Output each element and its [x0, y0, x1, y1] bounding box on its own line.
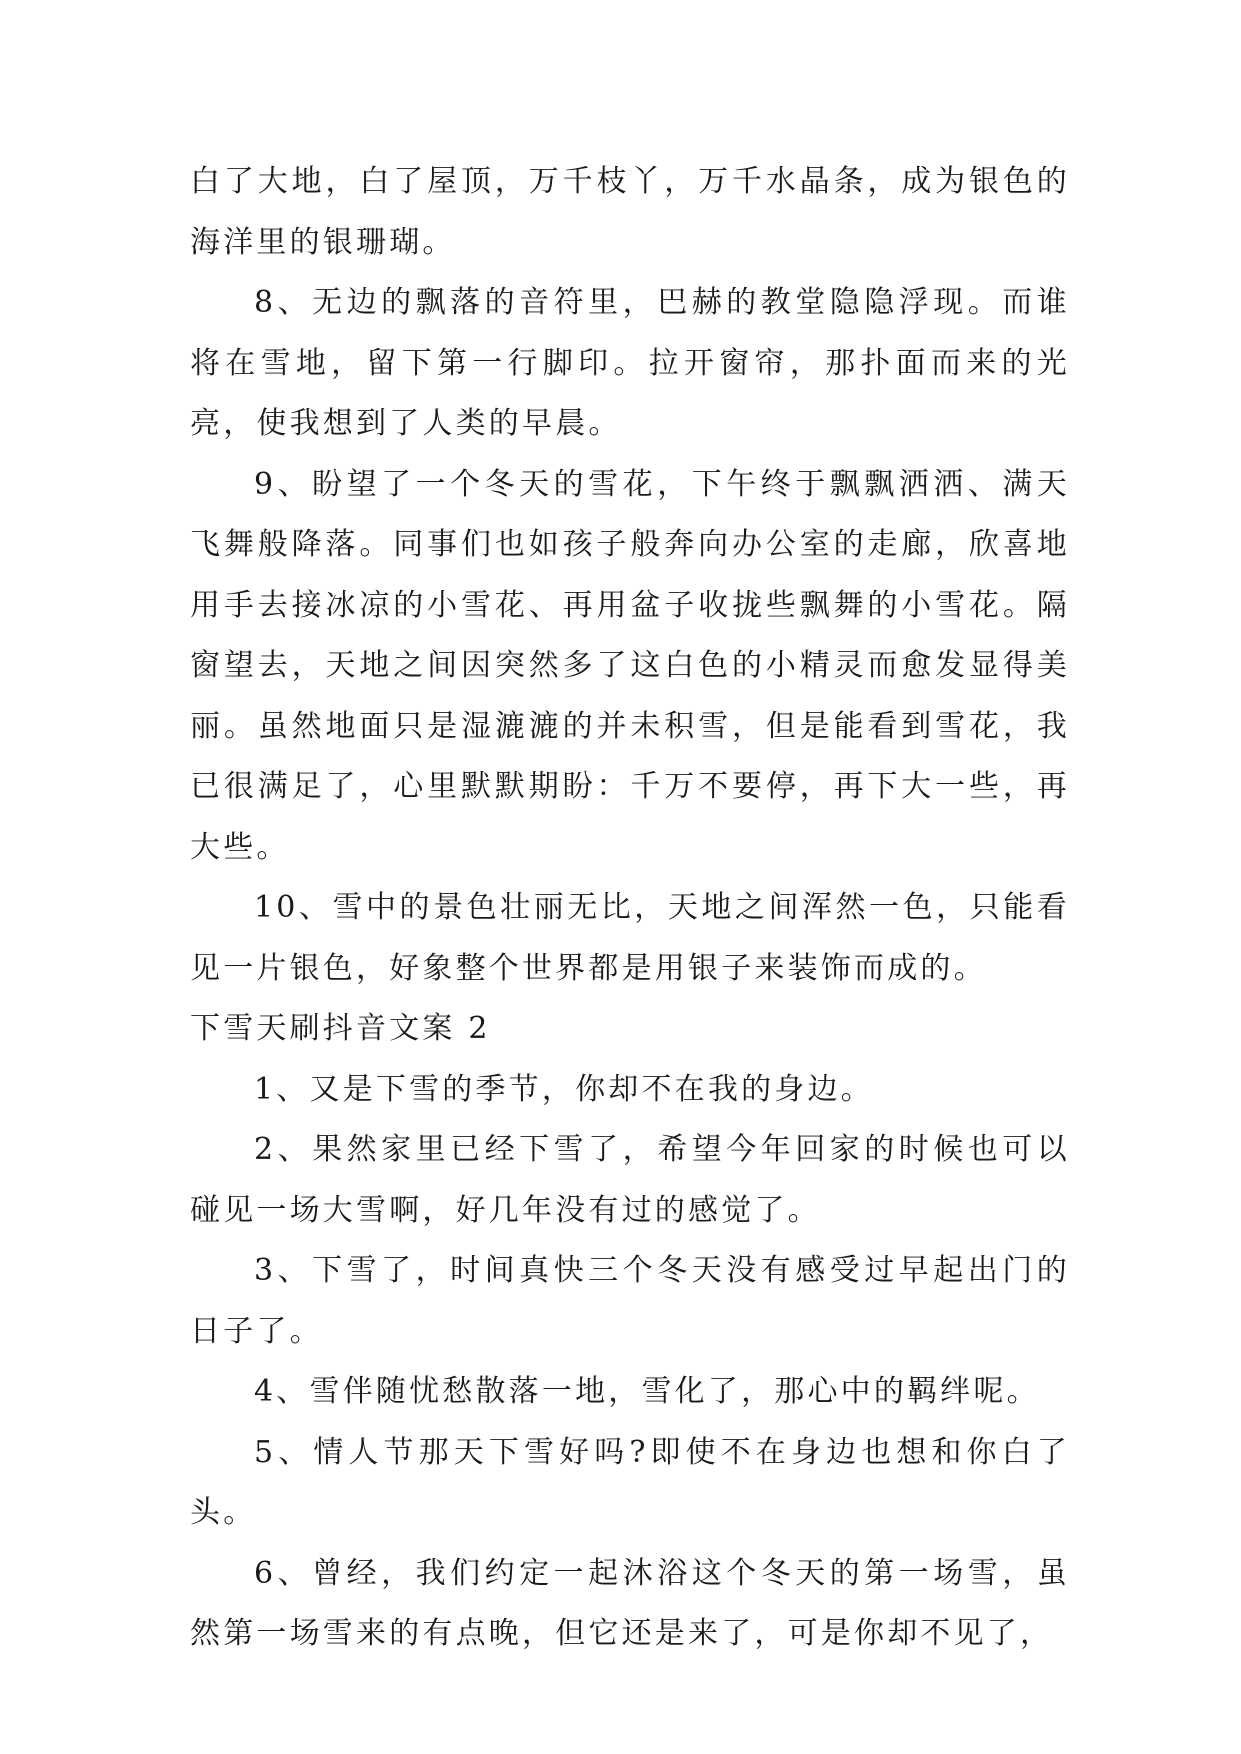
- document-body: [190, 152, 1070, 1665]
- paragraph-item-2: 2、果然家里已经下雪了，希望今年回家的时候也可以碰见一场大雪啊，好几年没有过的感觉了。: [190, 1132, 1070, 1228]
- paragraph-item-8: 8、无边的飘落的音符里，巴赫的教堂隐隐浮现。而谁将在雪地，留下第一行脚印。拉开窗帘，那扑面而来的光亮，使我想到了人类的早晨。: [190, 285, 1070, 441]
- paragraph-item-3: 3、下雪了，时间真快三个冬天没有感受过早起出门的日子了。: [190, 1253, 1070, 1349]
- paragraph-item-4: 4、雪伴随忧愁散落一地，雪化了，那心中的羁绊呢。: [254, 1374, 1040, 1409]
- section-heading: 下雪天刷抖音文案 2: [190, 1011, 491, 1046]
- paragraph-item-1: 1、又是下雪的季节，你却不在我的身边。: [254, 1071, 874, 1107]
- paragraph-item-6: 6、曾经，我们约定一起沐浴这个冬天的第一场雪，虽然第一场雪来的有点晚，但它还是来了，可是你却不见了，: [190, 1555, 1070, 1651]
- paragraph-continuation: 白了大地，白了屋顶，万千枝丫，万千水晶条，成为银色的海洋里的银珊瑚。: [190, 164, 1070, 260]
- paragraph-item-9: 9、盼望了一个冬天的雪花，下午终于飘飘洒洒、满天飞舞般降落。同事们也如孩子般奔向办公室的走廊，欣喜地用手去接冰凉的小雪花、再用盆子收拢些飘舞的小雪花。隔窗望去，天地之间因突然多了这白色的小精灵而愈发显得美丽。虽然地面只是湿漉漉的并未积雪，但是能看到雪花，我已很满足了，心里默默期盼：千万不要停，再下大一些，再大些。: [190, 466, 1070, 865]
- paragraph-item-5: 5、情人节那天下雪好吗?即使不在身边也想和你白了头。: [190, 1434, 1070, 1530]
- paragraph-item-10: 10、雪中的景色壮丽无比，天地之间浑然一色，只能看见一片银色，好象整个世界都是用银子来装饰而成的。: [190, 890, 1070, 986]
